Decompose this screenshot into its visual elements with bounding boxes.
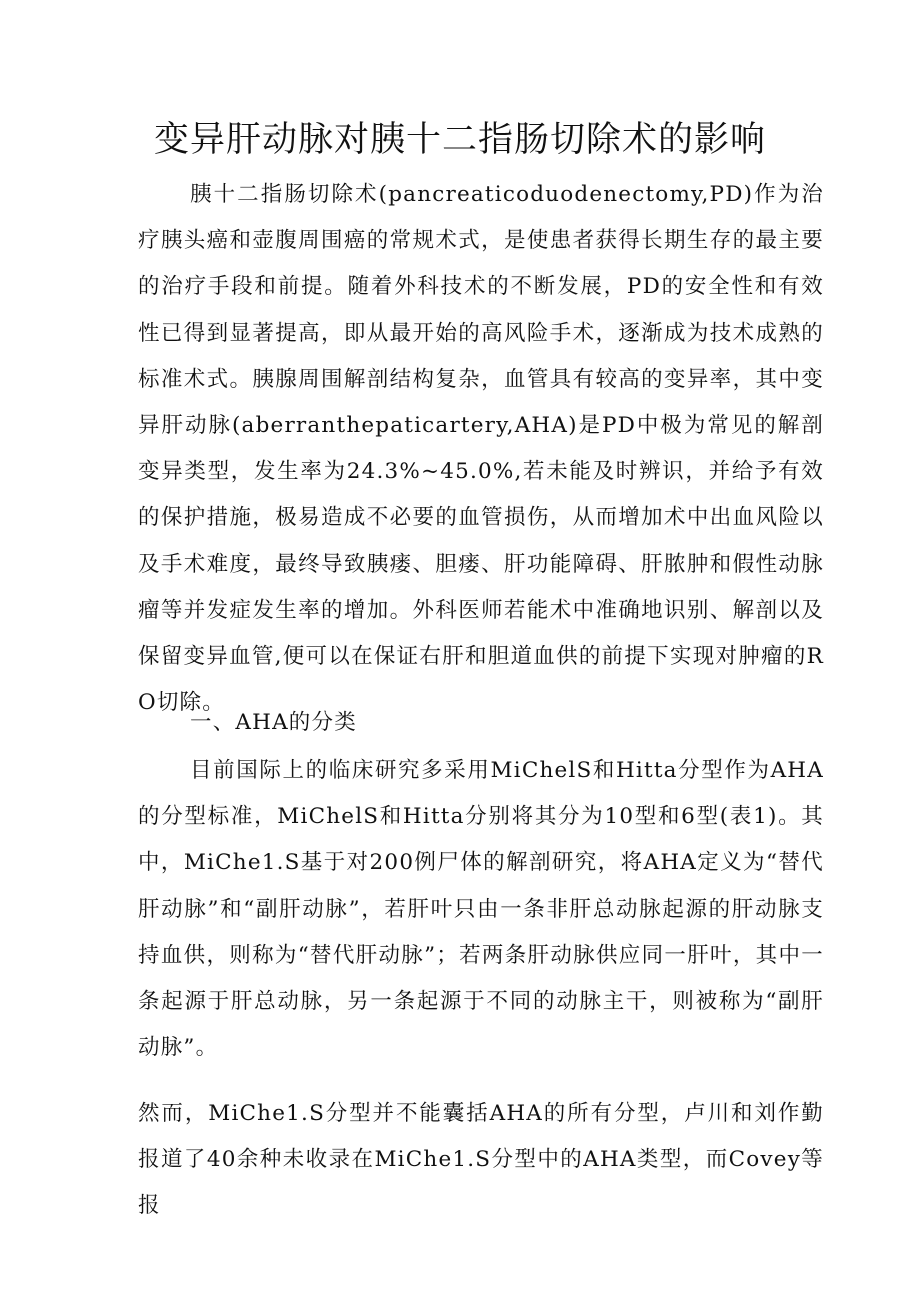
document-title: 变异肝动脉对胰十二指肠切除术的影响 [153,120,766,160]
intro-paragraph: 胰十二指肠切除术(pancreaticoduodenectomy,PD)作为治疗胰头癌和壶腹周围癌的常规术式，是使患者获得长期生存的最主要的治疗手段和前提。随着外科技术的不断发展，PD的安全性和有效性已得到显著提高，即从最开始的高风险手术，逐渐成为技术成熟的标准术式。胰腺周围解剖结构复杂，血管具有较高的变异率，其中变异肝动脉(aberranthepaticartery,AHA)是PD中极为常见的解剖变异类型，发生率为24.3%~45.0%,若未能及时辨识，并给予有效的保护措施，极易造成不必要的血管损伤，从而增加术中出血风险以及手术难度，最终导致胰瘘、胆瘘、肝功能障碍、肝脓肿和假性动脉瘤等并发症发生率的增加。外科医师若能术中准确地识别、解剖以及保留变异血管,便可以在保证右肝和胆道血供的前提下实现对肿瘤的RO切除。 [138,182,824,716]
continuation-paragraph: 然而，MiChe1.S分型并不能囊括AHA的所有分型，卢川和刘作勤报道了40余种未收录在MiChe1.S分型中的AHA类型，而Covey等报 [138,1101,824,1219]
classification-paragraph: 目前国际上的临床研究多采用MiChelS和Hitta分型作为AHA的分型标准，MiChelS和Hitta分别将其分为10型和6型(表1)。其中，MiChe1.S基于对200例尸体的解剖研究，将AHA定义为“替代肝动脉”和“副肝动脉”，若肝叶只由一条非肝总动脉起源的肝动脉支持血供，则称为“替代肝动脉”；若两条肝动脉供应同一肝叶，其中一条起源于肝总动脉，另一条起源于不同的动脉主干，则被称为“副肝动脉”。 [138,758,824,1061]
section-heading-aha-classification: 一、AHA的分类 [190,710,357,735]
